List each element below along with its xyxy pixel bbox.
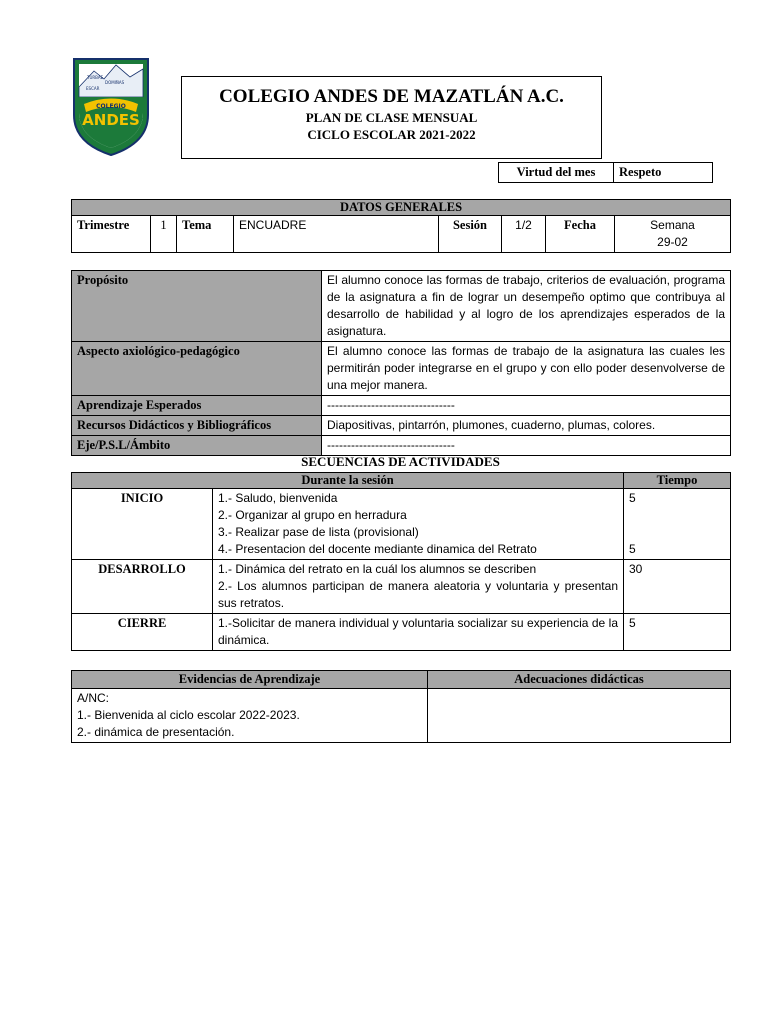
evidencias-line-3: 2.- dinámica de presentación. bbox=[77, 725, 235, 739]
inicio-activities bbox=[213, 489, 624, 560]
fecha-value bbox=[615, 216, 731, 253]
info-table bbox=[71, 270, 731, 456]
desarrollo-label: DESARROLLO bbox=[72, 560, 213, 614]
inicio-time-2: 5 bbox=[629, 542, 636, 556]
aprendizaje-value: -------------------------------- bbox=[322, 396, 731, 416]
logo-ribbon-text: COLEGIO bbox=[96, 103, 126, 110]
desarrollo-line-1: 1.- Dinámica del retrato en la cuál los alumnos se describen bbox=[218, 562, 537, 576]
evidencias-header: Evidencias de Aprendizaje bbox=[72, 671, 428, 689]
cierre-label: CIERRE bbox=[72, 614, 213, 651]
sesion-value: 1/2 bbox=[502, 216, 546, 253]
logo-name-text: ANDES bbox=[82, 111, 140, 129]
tema-value: ENCUADRE bbox=[234, 216, 439, 253]
aspecto-label: Aspecto axiológico-pedagógico bbox=[72, 342, 322, 396]
inicio-line-4: 4.- Presentacion del docente mediante dinamica del Retrato bbox=[218, 542, 537, 556]
shield-logo-icon bbox=[72, 57, 150, 157]
fecha-value-line-2: 29-02 bbox=[657, 235, 688, 249]
adecuaciones-header: Adecuaciones didácticas bbox=[428, 671, 731, 689]
aprendizaje-label: Aprendizaje Esperados bbox=[72, 396, 322, 416]
evidencias-line-1: A/NC: bbox=[77, 691, 110, 705]
trimestre-value: 1 bbox=[151, 216, 177, 253]
fecha-label: Fecha bbox=[546, 216, 615, 253]
recursos-value: Diapositivas, pintarrón, plumones, cuaderno, plumas, colores. bbox=[322, 416, 731, 436]
plan-title: PLAN DE CLASE MENSUAL bbox=[305, 110, 478, 125]
recursos-label: Recursos Didácticos y Bibliográficos bbox=[72, 416, 322, 436]
tema-label: Tema bbox=[177, 216, 234, 253]
during-session-header: Durante la sesión bbox=[72, 473, 624, 489]
proposito-label: Propósito bbox=[72, 271, 322, 342]
logo-word-2: DOMIÑAS bbox=[105, 80, 125, 85]
sesion-label: Sesión bbox=[439, 216, 502, 253]
inicio-label: INICIO bbox=[72, 489, 213, 560]
aspecto-value: El alumno conoce las formas de trabajo de la asignatura las cuales les permitirán poder integrarse en el grupo y con ello poder desenvolverse de una mejor manera. bbox=[322, 342, 731, 396]
cierre-activities: 1.-Solicitar de manera individual y voluntaria socializar su experiencia de la dinámica. bbox=[213, 614, 624, 651]
desarrollo-time: 30 bbox=[624, 560, 731, 614]
virtue-label: Virtud del mes bbox=[499, 163, 614, 183]
eje-label: Eje/P.S.L/Ámbito bbox=[72, 436, 322, 456]
fecha-value-line-1: Semana bbox=[650, 218, 695, 232]
inicio-line-2: 2.- Organizar al grupo en herradura bbox=[218, 508, 407, 522]
cierre-time: 5 bbox=[624, 614, 731, 651]
desarrollo-line-2: 2.- Los alumnos participan de manera aleatoria y voluntaria y presentan sus retratos. bbox=[218, 579, 618, 610]
logo-word-1: TURBAE bbox=[87, 75, 104, 80]
general-data-title: DATOS GENERALES bbox=[72, 200, 731, 216]
virtue-value: Respeto bbox=[614, 163, 713, 183]
trimestre-label: Trimestre bbox=[72, 216, 151, 253]
activities-title: SECUENCIAS DE ACTIVIDADES bbox=[301, 454, 500, 469]
adecuaciones-content bbox=[428, 689, 731, 743]
inicio-time-1: 5 bbox=[629, 491, 636, 505]
inicio-time bbox=[624, 489, 731, 560]
eje-value: -------------------------------- bbox=[322, 436, 731, 456]
proposito-value: El alumno conoce las formas de trabajo, criterios de evaluación, programa de la asignatura a fin de lograr un desempeño optimo que contribuya al desarrollo de habilidad y al logro de los aprendizajes esperados de la asignatura. bbox=[322, 271, 731, 342]
title-box bbox=[181, 76, 602, 159]
evidencias-content bbox=[72, 689, 428, 743]
cycle-title: CICLO ESCOLAR 2021-2022 bbox=[307, 127, 476, 142]
inicio-line-1: 1.- Saludo, bienvenida bbox=[218, 491, 338, 505]
virtue-table bbox=[498, 162, 713, 183]
logo-word-3: ESCAR bbox=[86, 86, 100, 91]
general-data-table bbox=[71, 199, 731, 253]
inicio-line-3: 3.- Realizar pase de lista (provisional) bbox=[218, 525, 419, 539]
desarrollo-activities bbox=[213, 560, 624, 614]
activities-table bbox=[71, 472, 731, 651]
evidence-table bbox=[71, 670, 731, 743]
time-header: Tiempo bbox=[624, 473, 731, 489]
school-name: COLEGIO ANDES DE MAZATLÁN A.C. bbox=[219, 86, 564, 107]
school-logo bbox=[72, 57, 150, 157]
evidencias-line-2: 1.- Bienvenida al ciclo escolar 2022-2023. bbox=[77, 708, 300, 722]
